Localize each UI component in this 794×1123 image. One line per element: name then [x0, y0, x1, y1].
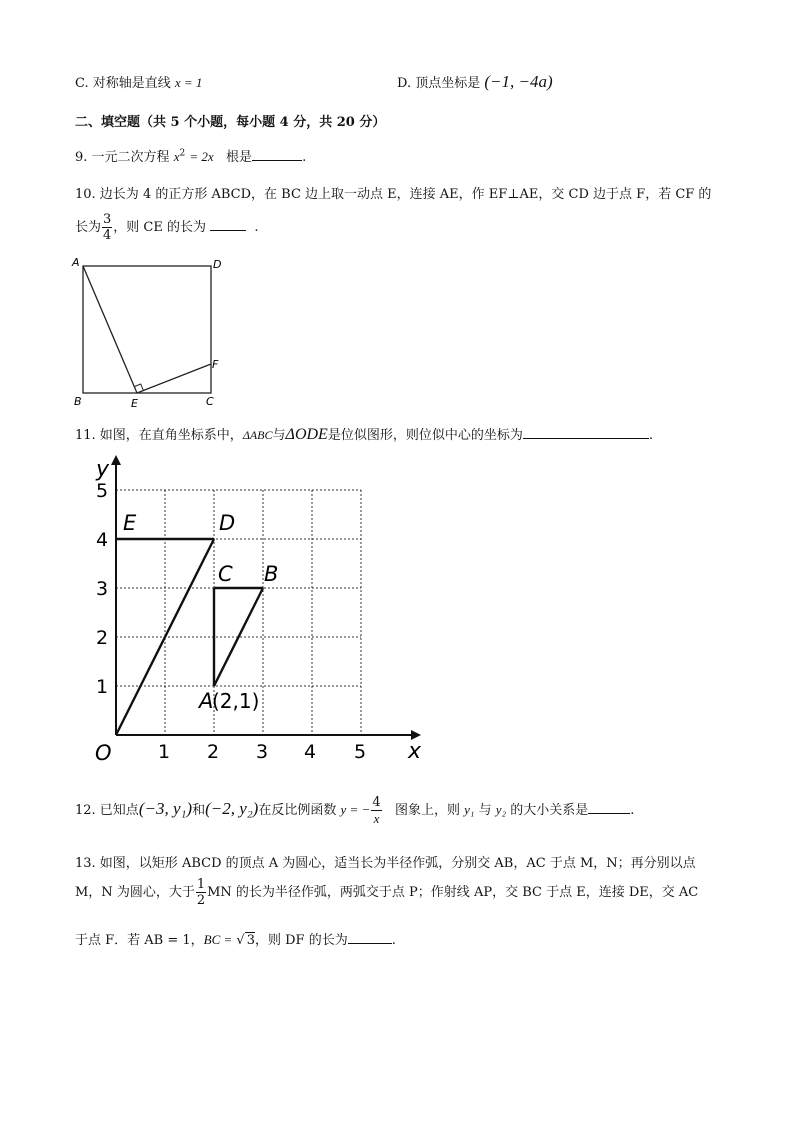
q9-answer-blank[interactable] [252, 148, 302, 161]
q12-frac-den: x [373, 811, 380, 826]
q13-line2-pre: M，N 为圆心，大于 [75, 885, 195, 900]
option-d-math: (−1, −4a) [484, 72, 553, 91]
q10-end: . [254, 220, 259, 235]
y-tick-3: 3 [96, 578, 109, 600]
q9-suffix: 根是 [226, 150, 253, 165]
label-c: C [206, 395, 214, 408]
q10-frac-num: 3 [103, 212, 112, 227]
q9-eq-base: x [173, 149, 180, 164]
q13-fraction [196, 877, 206, 908]
q12-end: . [630, 803, 635, 818]
question-12 [75, 795, 634, 826]
q12-prefix: 12. 已知点 [75, 803, 139, 818]
q12-answer-blank[interactable] [588, 801, 630, 814]
label-a: A [72, 256, 80, 269]
q13-frac-den: 2 [196, 893, 206, 908]
q13-line2-post: MN 的长为半径作弧，两弧交于点 P；作射线 AP，交 BC 于点 E，连接 DE，交 AC [207, 885, 699, 900]
q9-end: . [302, 150, 307, 165]
q11-mid: 与 [272, 428, 286, 443]
q12-point2: (−2, y₂) [205, 799, 259, 818]
q9-eq-rhs: = 2x [189, 149, 214, 164]
q12-frac-num: 4 [372, 795, 381, 810]
q11-suffix: 是位似图形，则位似中心的坐标为 [327, 428, 523, 443]
option-c [75, 72, 202, 91]
y-tick-4: 4 [96, 529, 109, 551]
segment-ef [137, 364, 211, 393]
x-tick-1: 1 [158, 741, 171, 763]
q11-tri2: ΔODE [285, 426, 328, 443]
q12-mid: 在反比例函数 [258, 803, 337, 818]
q10-line2-pre: 长为 [75, 220, 102, 235]
q11-figure [88, 452, 433, 770]
question-11 [75, 424, 653, 444]
point-label-d: D [219, 511, 236, 535]
segment-ae [83, 266, 137, 393]
q11-answer-blank[interactable] [523, 426, 649, 439]
x-axis-label: x [408, 739, 422, 764]
y-axis-arrow [111, 455, 121, 465]
q10-line1: 10. 边长为 4 的正方形 ABCD，在 BC 边上取一动点 E，连接 AE，作 EF⊥AE，交 CD 边于点 F，若 CF 的 [75, 187, 712, 202]
q10-line2 [75, 212, 259, 243]
option-d [397, 72, 553, 92]
q12-fn-lhs: y = − [340, 802, 371, 817]
x-tick-2: 2 [207, 741, 220, 763]
question-9 [75, 146, 306, 165]
point-label-e: E [123, 511, 137, 535]
x-tick-4: 4 [304, 741, 317, 763]
y-tick-1: 1 [96, 676, 109, 698]
q12-point1: (−3, y₁) [138, 799, 193, 818]
q9-eq-exp: 2 [179, 148, 186, 159]
q12-y1: y₁ [464, 802, 475, 817]
q13-sqrt-arg: 3 [246, 933, 255, 948]
q12-and: 和 [192, 803, 206, 818]
q11-prefix: 11. 如图，在直角坐标系中， [75, 428, 243, 443]
label-f: F [212, 358, 219, 371]
point-a-coordinate: (2,1) [212, 689, 260, 713]
square-abcd [83, 266, 211, 393]
q12-fraction [371, 795, 381, 826]
q13-line3-post: ，则 DF 的长为 [255, 933, 348, 948]
q13-line3: 于点 F．若 AB = 1，BC = √ 3，则 DF 的长为 . [75, 932, 396, 948]
q10-figure [70, 252, 230, 412]
q13-line3-pre: 于点 F．若 AB = 1， [75, 933, 204, 948]
label-e: E [131, 397, 138, 410]
option-c-label: C. 对称轴是直线 [75, 76, 171, 91]
label-b: B [74, 395, 82, 408]
point-label-c: C [218, 562, 233, 586]
q10-frac-den: 4 [103, 228, 112, 243]
origin-label: O [95, 741, 112, 765]
x-tick-3: 3 [256, 741, 269, 763]
x-tick-5: 5 [354, 741, 367, 763]
option-d-label: D. 顶点坐标是 [397, 76, 481, 91]
q11-tri1: ΔABC [242, 428, 273, 442]
q10-fraction [102, 212, 112, 243]
q13-line2 [75, 877, 698, 908]
q10-answer-blank[interactable] [210, 218, 246, 231]
q12-mid2: 图象上，则 [395, 803, 461, 818]
q13-line1: 13. 如图，以矩形 ABCD 的顶点 A 为圆心，适当长为半径作弧，分别交 AB，AC 于点 M，N；再分别以点 [75, 856, 696, 871]
option-c-math: x = 1 [174, 75, 203, 90]
q10-line2-post: ，则 CE 的长为 [113, 220, 206, 235]
q9-prefix: 9. 一元二次方程 [75, 150, 170, 165]
y-tick-2: 2 [96, 627, 109, 649]
point-label-b: B [264, 562, 279, 586]
q12-y2: y₂ [495, 802, 507, 817]
q12-with: 与 [478, 803, 492, 818]
section-heading: 二、填空题（共 5 个小题，每小题 4 分，共 20 分） [75, 115, 386, 130]
point-label-a: A [199, 689, 214, 713]
label-d: D [213, 258, 222, 271]
q13-frac-num: 1 [196, 877, 206, 892]
y-axis-label: y [96, 457, 110, 482]
q11-end: . [648, 428, 653, 443]
y-tick-5: 5 [96, 480, 109, 502]
q12-suffix: 的大小关系是 [510, 803, 589, 818]
q13-end: . [391, 933, 396, 948]
q13-bc: BC = [203, 932, 233, 947]
q13-answer-blank[interactable] [348, 931, 392, 944]
